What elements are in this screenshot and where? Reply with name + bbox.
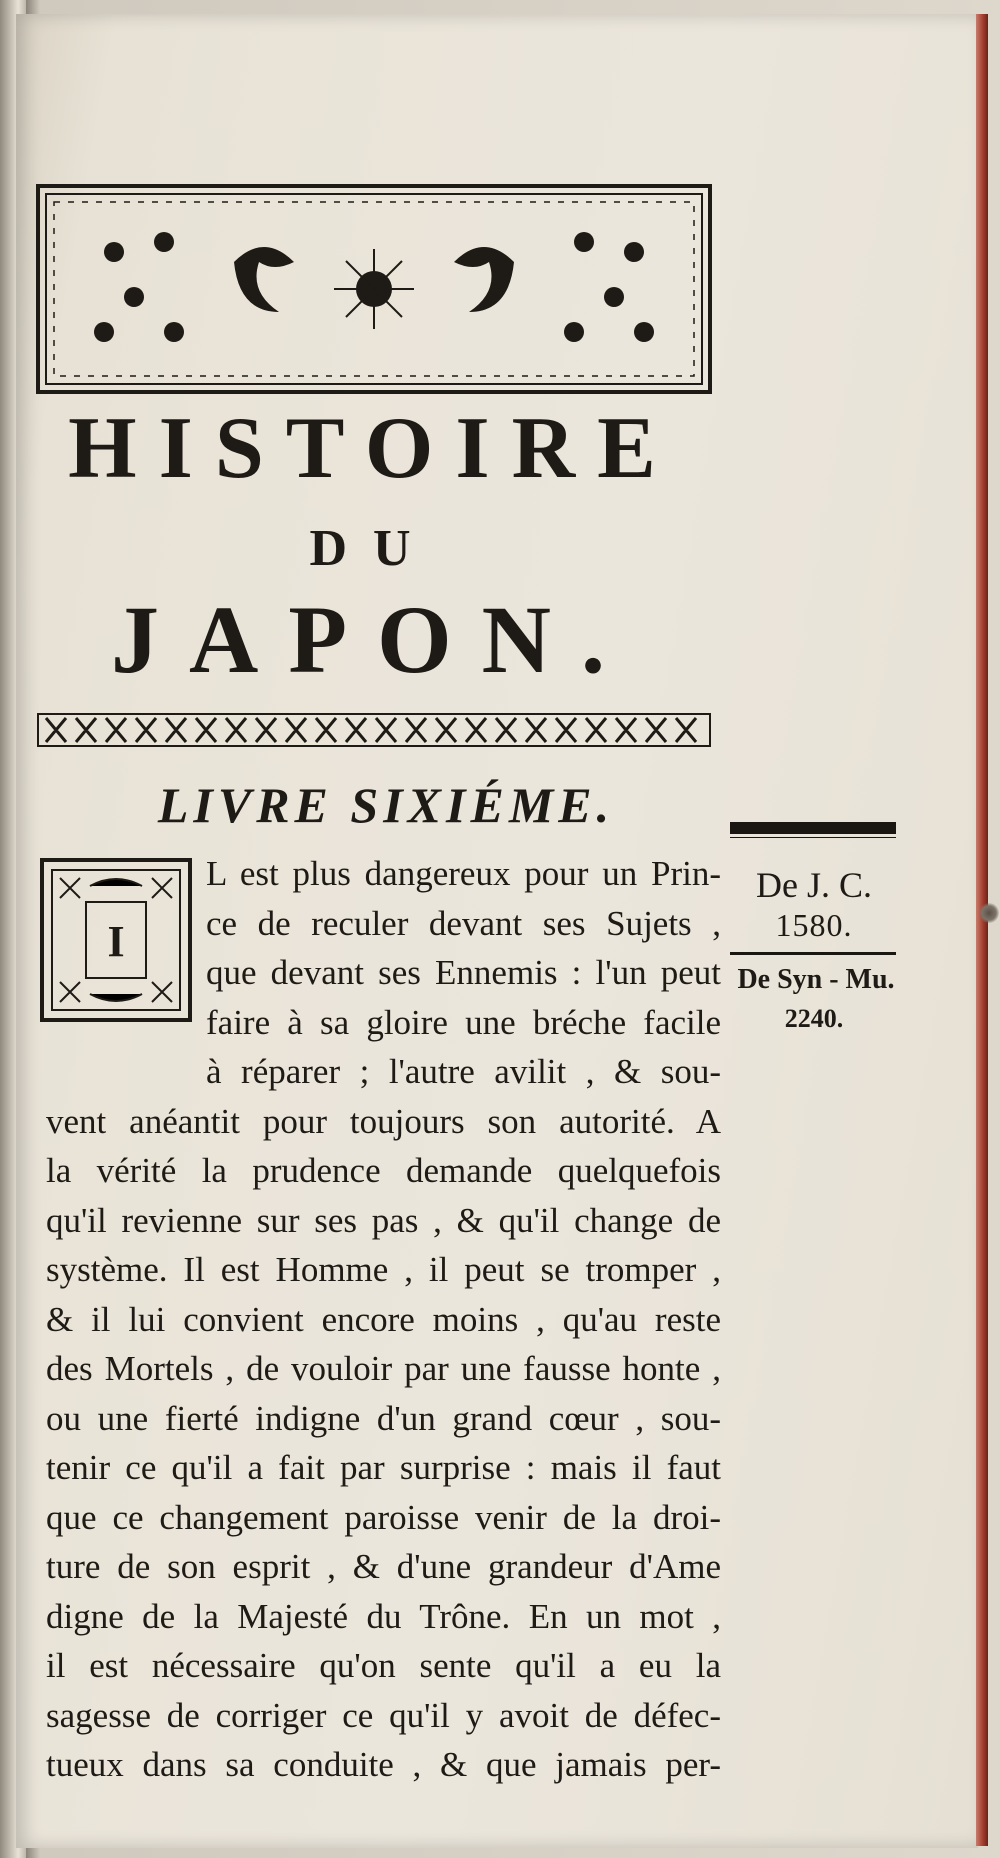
text-line: qu'il revienne sur ses pas , & qu'il change de [46,1200,721,1240]
text-line: vent anéantit pour toujours son autorité. A [46,1101,721,1141]
text-line: à réparer ; l'autre avilit , & sou- [206,1052,721,1091]
text-line: tenir ce qu'il a fait par surprise : mais il faut [46,1448,721,1487]
text-line: faire à sa gloire une bréche facile [206,1002,721,1042]
margin-rule-top [730,822,896,834]
text-line: des Mortels , de vouloir par une fausse honte , [46,1349,721,1388]
text-line: digne de la Majesté du Trône. En un mot , [46,1596,721,1636]
red-page-edge [976,14,988,1846]
ornamental-rule [36,710,712,750]
margin-era-synmu-label: De Syn - Mu. [737,964,895,995]
text-line: ture de son esprit , & d'une grandeur d'Ame [46,1547,721,1586]
dropcap-letter: I [107,917,125,966]
text-line: ce de reculer devant ses Sujets , [206,903,721,943]
text-line: ou une fierté indigne d'un grand cœur , sou- [46,1398,721,1438]
margin-rule-middle [730,952,896,955]
title-du: DU [309,520,437,577]
text-line: sagesse de corriger ce qu'il y avoit de défec- [46,1695,721,1735]
text-line: tueux dans sa conduite , & que jamais per- [46,1745,721,1784]
margin-era-jc-label: De J. C. [756,865,872,905]
paper-stain [979,903,999,923]
title-japon: JAPON. [111,586,635,693]
text-line: & il lui convient encore moins , qu'au reste [46,1299,721,1339]
text-line: il est nécessaire qu'on sente qu'il a eu la [46,1646,721,1685]
margin-era-synmu-year: 2240. [784,1004,844,1033]
text-line: L est plus dangereux pour un Prin- [206,854,721,893]
text-line: la vérité la prudence demande quelquefois [46,1151,721,1190]
text-line: système. Il est Homme , il peut se tromper , [46,1250,721,1289]
headpiece-ornament [34,182,714,396]
text-line: que devant ses Ennemis : l'un peut [206,953,721,992]
book-page [16,14,978,1848]
text-line: que ce changement paroisse venir de la droi- [46,1497,721,1537]
margin-era-jc-year: 1580. [775,907,853,943]
title-histoire: HISTOIRE [68,400,678,497]
body-paragraph [46,849,721,1790]
book-section-heading: LIVRE SIXIÉME. [157,777,615,833]
